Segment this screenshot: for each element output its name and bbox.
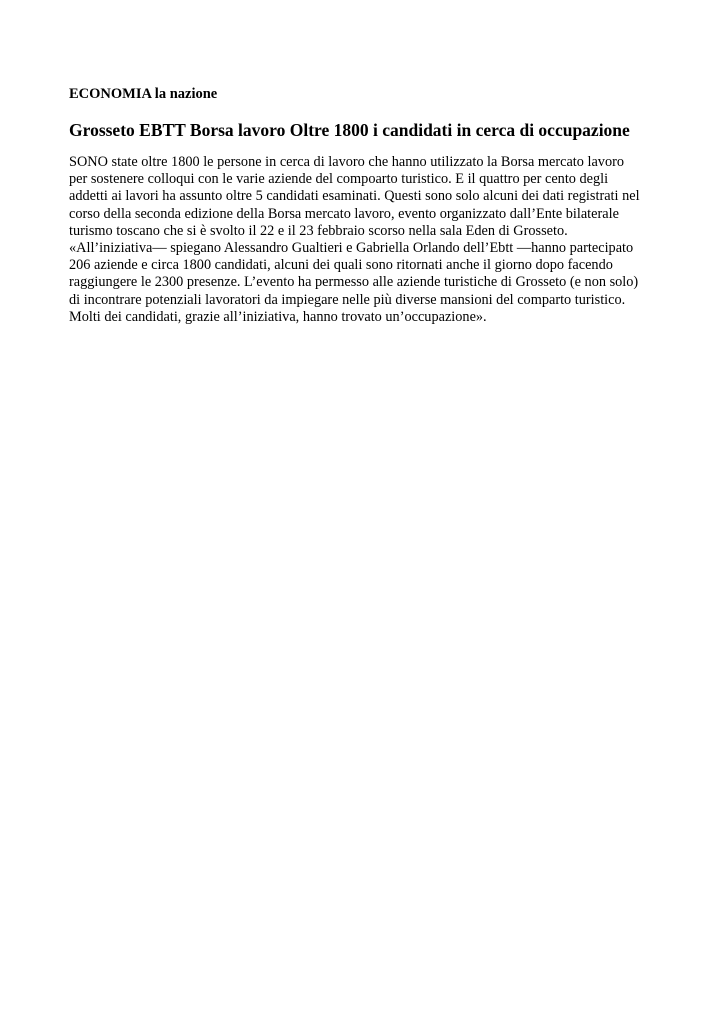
body-line: addetti ai lavori ha assunto oltre 5 candidati esaminati. Questi sono solo alcuni dei dati registrati nel xyxy=(69,188,640,205)
body-line: SONO state oltre 1800 le persone in cerca di lavoro che hanno utilizzato la Borsa mercato lavoro xyxy=(69,154,625,170)
body-line: Molti dei candidati, grazie all’iniziativa, hanno trovato un’occupazione». xyxy=(69,308,487,325)
body-line: per sostenere colloqui con le varie aziende del compoarto turistico. E il quattro per cento degli xyxy=(69,171,609,188)
body-line: raggiungere le 2300 presenze. L’evento ha permesso alle aziende turistiche di Grosseto (e non solo) xyxy=(69,274,639,291)
section-label: ECONOMIA la nazione xyxy=(69,86,218,102)
article-body xyxy=(69,154,669,326)
body-line: 206 aziende e circa 1800 candidati, alcuni dei quali sono ritornati anche il giorno dopo facendo xyxy=(69,257,613,274)
body-line: «All’iniziativa— spiegano Alessandro Gualtieri e Gabriella Orlando dell’Ebtt —hanno partecipato xyxy=(69,240,634,257)
body-line: turismo toscano che si è svolto il 22 e il 23 febbraio scorso nella sala Eden di Grosseto. xyxy=(69,222,568,239)
body-line: corso della seconda edizione della Borsa mercato lavoro, evento organizzato dall’Ente bilaterale xyxy=(69,205,619,222)
article-headline: Grosseto EBTT Borsa lavoro Oltre 1800 i candidati in cerca di occupazione xyxy=(69,120,630,140)
body-line: di incontrare potenziali lavoratori da impiegare nelle più diverse mansioni del comparto turistico. xyxy=(69,291,626,308)
